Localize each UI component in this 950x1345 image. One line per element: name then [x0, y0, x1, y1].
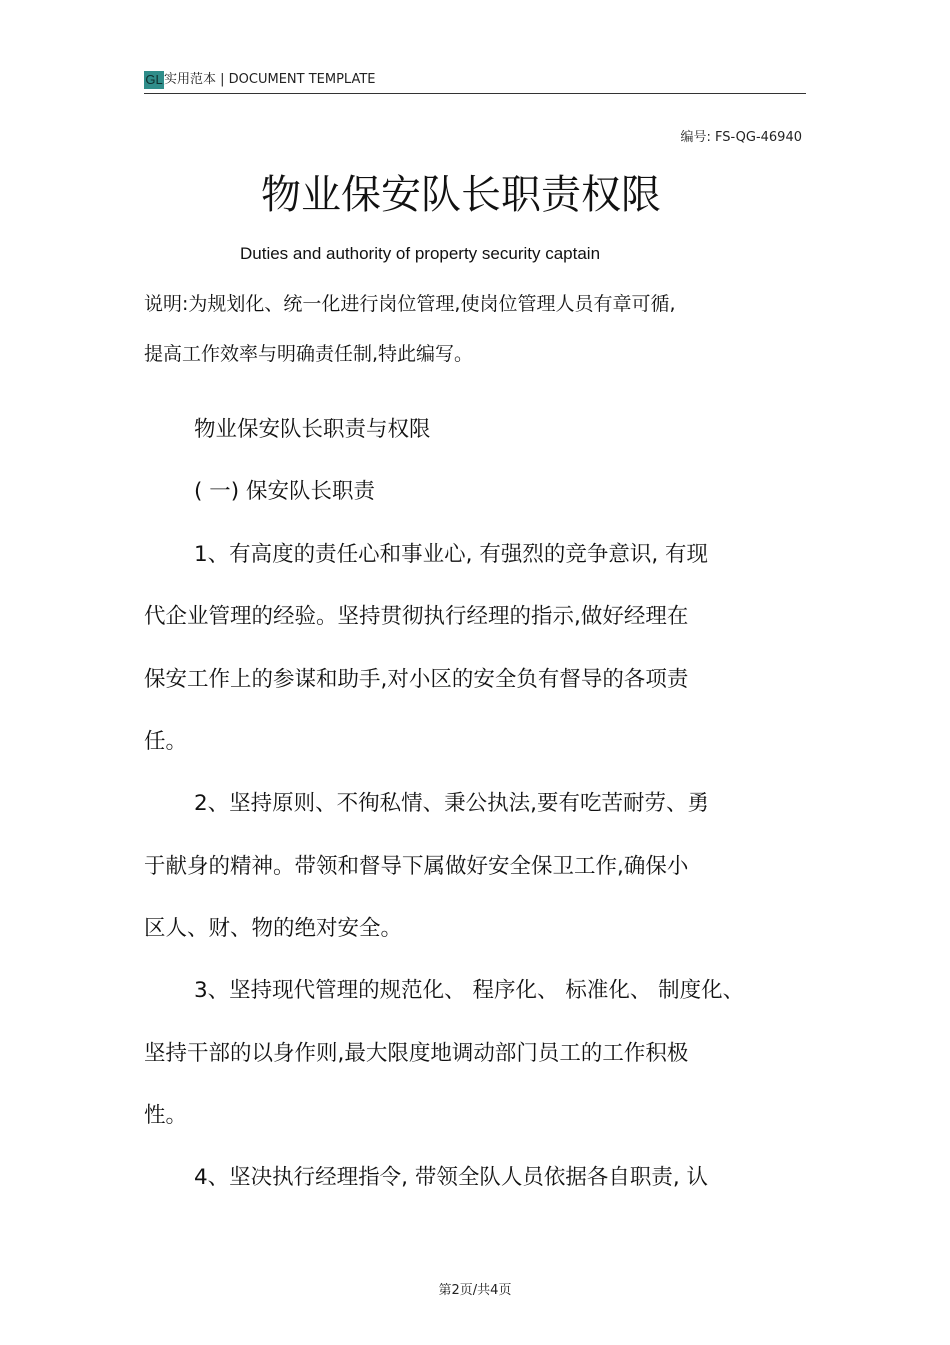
header-label: 实用范本 | DOCUMENT TEMPLATE: [164, 72, 376, 87]
paragraph-line: 性。: [144, 1103, 188, 1128]
note-line-2: 提高工作效率与明确责任制,特此编写。: [144, 343, 474, 365]
paragraph-line: 坚持干部的以身作则,最大限度地调动部门员工的工作积极: [144, 1041, 689, 1066]
paragraph-line: 1、有高度的责任心和事业心, 有强烈的竞争意识, 有现: [194, 542, 709, 567]
page-footer: 第2页/共4页: [438, 1283, 512, 1298]
paragraph-line: 3、坚持现代管理的规范化、 程序化、 标准化、 制度化、: [194, 978, 745, 1003]
document-number: 编号: FS-QG-46940: [680, 130, 802, 145]
section-heading: 物业保安队长职责与权限: [194, 417, 431, 442]
paragraph-line: 于献身的精神。带领和督导下属做好安全保卫工作,确保小: [144, 854, 689, 879]
page-header: [144, 68, 806, 94]
gl-logo: GL: [145, 72, 163, 87]
note-line-1: 说明:为规划化、统一化进行岗位管理,使岗位管理人员有章可循,: [144, 293, 676, 315]
section-subheading: ( 一) 保安队长职责: [194, 479, 375, 504]
paragraph-line: 2、坚持原则、不徇私情、秉公执法,要有吃苦耐劳、勇: [194, 791, 710, 816]
document-title: 物业保安队长职责权限: [261, 172, 661, 218]
paragraph-line: 区人、财、物的绝对安全。: [144, 916, 403, 941]
paragraph-line: 4、坚决执行经理指令, 带领全队人员依据各自职责, 认: [194, 1165, 709, 1190]
paragraph-line: 保安工作上的参谋和助手,对小区的安全负有督导的各项责: [144, 667, 689, 692]
paragraph-line: 任。: [144, 729, 188, 754]
paragraph-line: 代企业管理的经验。坚持贯彻执行经理的指示,做好经理在: [144, 604, 689, 629]
document-subtitle: Duties and authority of property security captain: [240, 244, 601, 263]
